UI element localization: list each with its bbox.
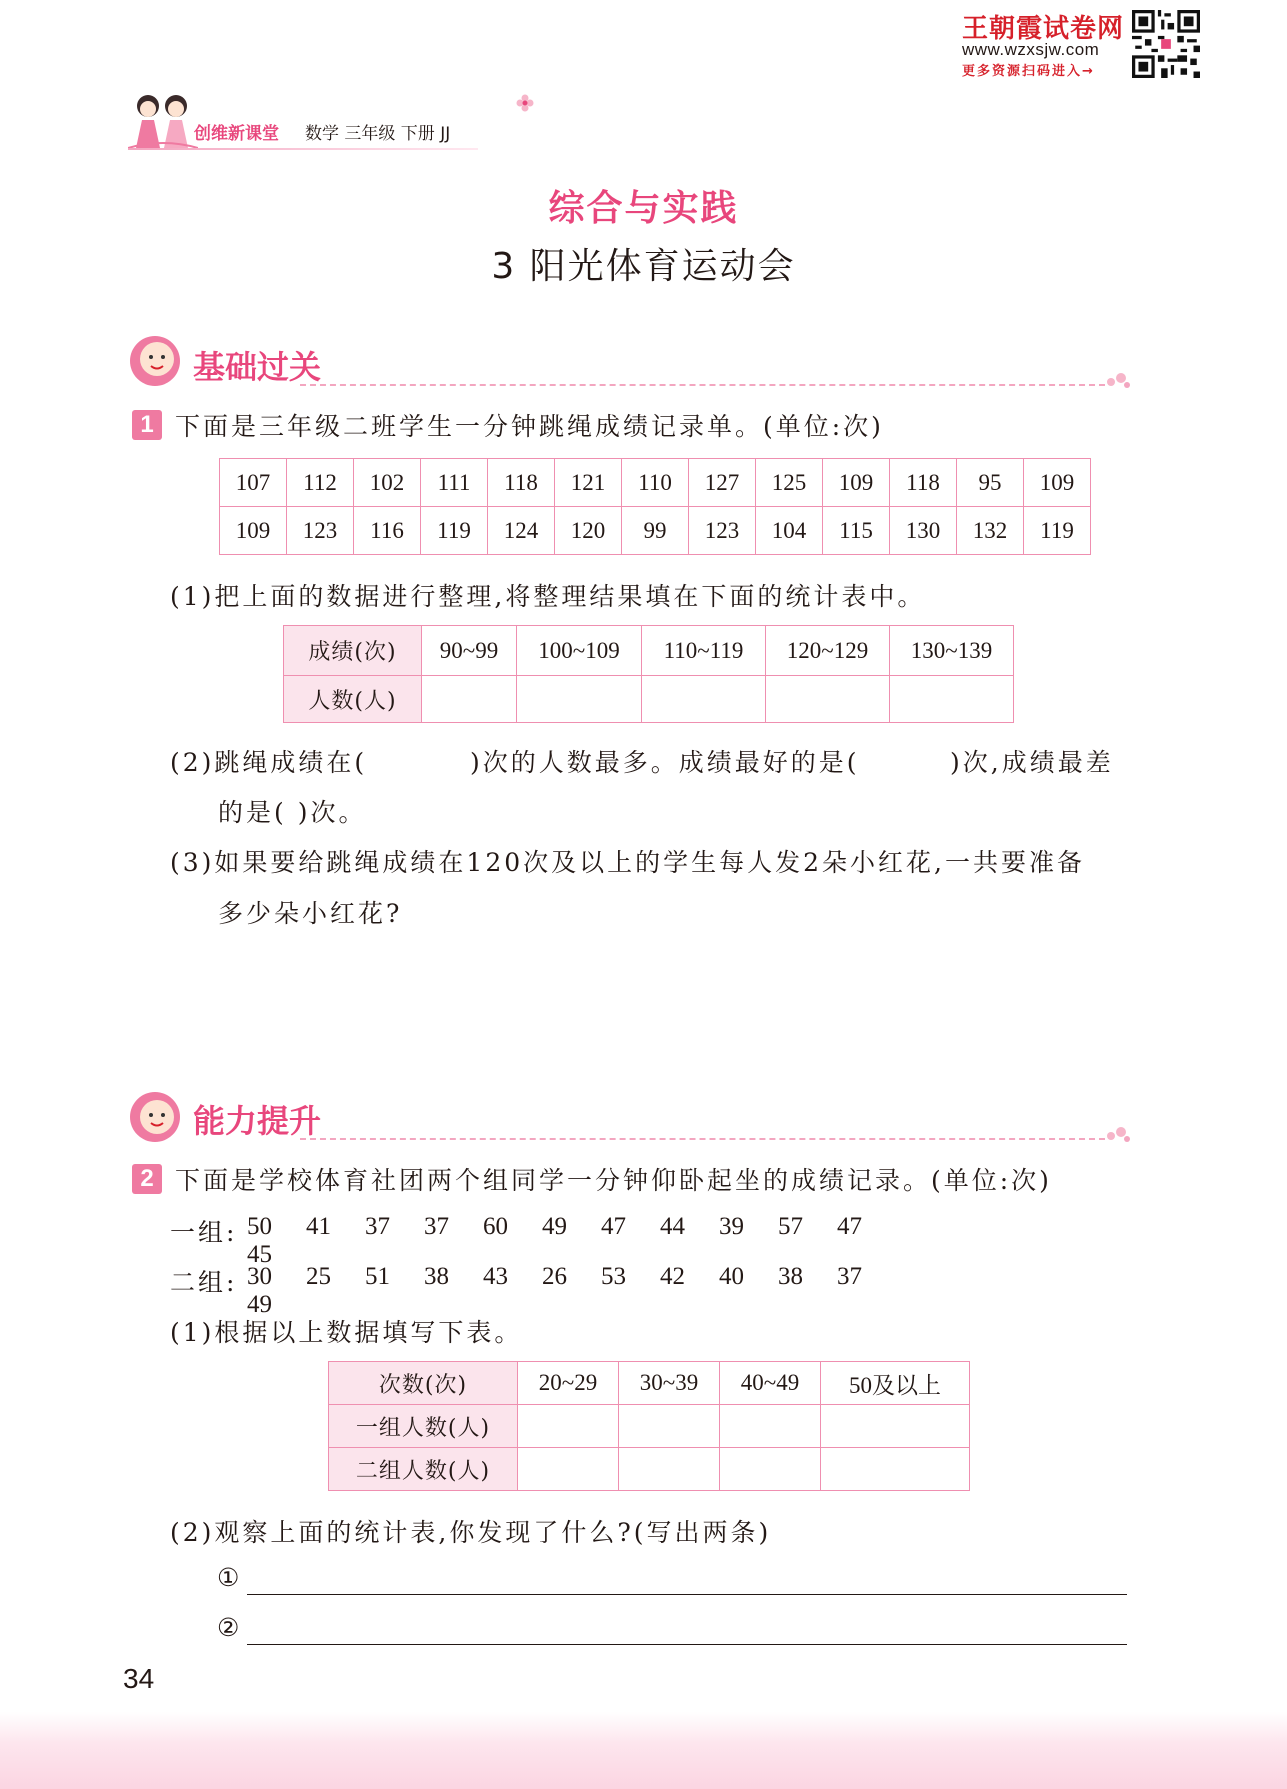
- data-cell: 95: [957, 459, 1024, 507]
- table-header-cell: 130~139: [890, 626, 1014, 676]
- table-header-cell: 40~49: [720, 1362, 821, 1405]
- mascot-icon: [128, 334, 186, 388]
- value-item: 49: [542, 1213, 567, 1240]
- answer-cell[interactable]: [642, 676, 766, 723]
- section-divider: [300, 384, 1105, 386]
- table-header-cell: 20~29: [518, 1362, 619, 1405]
- question-number-1: 1: [132, 410, 162, 440]
- answer-line-1[interactable]: [247, 1594, 1127, 1595]
- qr-code-icon[interactable]: [1132, 10, 1200, 78]
- brand-url[interactable]: www.wzxsjw.com: [962, 40, 1100, 59]
- group-2-label: 二组:: [170, 1268, 238, 1297]
- group-1-label: 一组:: [170, 1218, 238, 1247]
- table-header-cell: 110~119: [642, 626, 766, 676]
- answer-marker-2: ②: [217, 1613, 243, 1642]
- data-cell: 124: [488, 507, 555, 555]
- data-cell: 104: [756, 507, 823, 555]
- question-1-part-2-c: )次,成绩最差: [950, 748, 1114, 777]
- brand-name: 王朝霞试卷网: [962, 14, 1125, 44]
- dots-decoration-icon: [1105, 1124, 1131, 1144]
- question-1-stem: 下面是三年级二班学生一分钟跳绳成绩记录单。(单位:次): [175, 412, 884, 441]
- data-cell: 121: [555, 459, 622, 507]
- header-divider: [128, 148, 478, 150]
- value-item: 43: [483, 1263, 508, 1290]
- data-cell: 125: [756, 459, 823, 507]
- value-item: 49: [247, 1291, 272, 1318]
- value-item: 50: [247, 1213, 272, 1240]
- group-2-values: [247, 1263, 947, 1319]
- data-cell: 99: [622, 507, 689, 555]
- value-item: 38: [778, 1263, 803, 1290]
- data-cell: 112: [287, 459, 354, 507]
- answer-cell[interactable]: [518, 1448, 619, 1491]
- answer-marker-1: ①: [217, 1563, 243, 1592]
- kids-mascot-icon: [128, 90, 198, 152]
- answer-line-2[interactable]: [247, 1644, 1127, 1645]
- data-cell: 123: [689, 507, 756, 555]
- situp-frequency-table: [328, 1361, 970, 1491]
- table-header-cell: 90~99: [422, 626, 517, 676]
- question-1-part-1: (1)把上面的数据进行整理,将整理结果填在下面的统计表中。: [170, 582, 926, 611]
- data-cell: 116: [354, 507, 421, 555]
- answer-cell[interactable]: [766, 676, 890, 723]
- answer-cell[interactable]: [517, 676, 642, 723]
- data-cell: 119: [1024, 507, 1091, 555]
- mascot-icon: [128, 1090, 186, 1144]
- data-row: [220, 507, 1091, 555]
- value-item: 25: [306, 1263, 331, 1290]
- value-item: 30: [247, 1263, 272, 1290]
- data-cell: 111: [421, 459, 488, 507]
- question-2-part-2: (2)观察上面的统计表,你发现了什么?(写出两条): [170, 1518, 772, 1547]
- data-cell: 120: [555, 507, 622, 555]
- bottom-decoration-band: [0, 1712, 1287, 1789]
- value-item: 41: [306, 1213, 331, 1240]
- data-cell: 107: [220, 459, 287, 507]
- page-number: 34: [123, 1663, 155, 1694]
- data-cell: 123: [287, 507, 354, 555]
- question-1-part-2-line-2: 的是( )次。: [218, 798, 367, 827]
- data-cell: 109: [1024, 459, 1091, 507]
- score-frequency-table: [283, 625, 1014, 723]
- section-heading-basic: 基础过关: [193, 348, 322, 386]
- dots-decoration-icon: [1105, 370, 1131, 390]
- book-info: 数学 三年级 下册 JJ: [305, 124, 451, 144]
- answer-cell[interactable]: [720, 1405, 821, 1448]
- value-item: 38: [424, 1263, 449, 1290]
- value-item: 45: [247, 1241, 272, 1268]
- question-1-part-2-b: )次的人数最多。成绩最好的是(: [470, 748, 860, 777]
- question-2-stem: 下面是学校体育社团两个组同学一分钟仰卧起坐的成绩记录。(单位:次): [175, 1166, 1052, 1195]
- question-1-part-3: (3)如果要给跳绳成绩在120次及以上的学生每人发2朵小红花,一共要准备: [170, 848, 1085, 877]
- value-item: 26: [542, 1263, 567, 1290]
- data-cell: 118: [488, 459, 555, 507]
- table-header-cell: 50及以上: [821, 1362, 970, 1405]
- value-item: 57: [778, 1213, 803, 1240]
- table-row-label: 成绩(次): [284, 626, 422, 676]
- question-number-2: 2: [132, 1164, 162, 1194]
- brand-scan-text: 更多资源扫码进入→: [962, 64, 1095, 79]
- value-item: 39: [719, 1213, 744, 1240]
- answer-cell[interactable]: [821, 1405, 970, 1448]
- value-item: 37: [365, 1213, 390, 1240]
- lesson-title: 3 阳光体育运动会: [491, 246, 796, 287]
- value-item: 37: [837, 1263, 862, 1290]
- table-row-label: 次数(次): [329, 1362, 518, 1405]
- question-2-part-1: (1)根据以上数据填写下表。: [170, 1318, 523, 1347]
- answer-cell[interactable]: [619, 1405, 720, 1448]
- section-divider: [300, 1138, 1105, 1140]
- series-name: 创维新课堂: [194, 124, 279, 144]
- flower-decoration-icon: [516, 94, 534, 112]
- data-cell: 115: [823, 507, 890, 555]
- table-row-label: 人数(人): [284, 676, 422, 723]
- jump-rope-data-table: [219, 458, 1091, 555]
- data-cell: 118: [890, 459, 957, 507]
- answer-cell[interactable]: [821, 1448, 970, 1491]
- value-item: 40: [719, 1263, 744, 1290]
- answer-cell[interactable]: [720, 1448, 821, 1491]
- data-cell: 130: [890, 507, 957, 555]
- data-cell: 109: [823, 459, 890, 507]
- data-cell: 119: [421, 507, 488, 555]
- data-cell: 102: [354, 459, 421, 507]
- value-item: 51: [365, 1263, 390, 1290]
- value-item: 42: [660, 1263, 685, 1290]
- answer-cell[interactable]: [890, 676, 1014, 723]
- answer-cell[interactable]: [518, 1405, 619, 1448]
- value-item: 60: [483, 1213, 508, 1240]
- question-1-part-3-line-2: 多少朵小红花?: [218, 899, 403, 928]
- value-item: 44: [660, 1213, 685, 1240]
- table-row-label: 二组人数(人): [329, 1448, 518, 1491]
- answer-cell[interactable]: [422, 676, 517, 723]
- table-header-cell: 30~39: [619, 1362, 720, 1405]
- data-cell: 109: [220, 507, 287, 555]
- group-1-values: [247, 1213, 947, 1269]
- value-item: 47: [601, 1213, 626, 1240]
- data-cell: 110: [622, 459, 689, 507]
- table-header-cell: 100~109: [517, 626, 642, 676]
- value-item: 47: [837, 1213, 862, 1240]
- table-header-cell: 120~129: [766, 626, 890, 676]
- question-1-part-2-a: (2)跳绳成绩在(: [170, 748, 368, 777]
- category-title: 综合与实践: [548, 188, 739, 229]
- value-item: 37: [424, 1213, 449, 1240]
- data-cell: 132: [957, 507, 1024, 555]
- data-cell: 127: [689, 459, 756, 507]
- data-row: [220, 459, 1091, 507]
- answer-cell[interactable]: [619, 1448, 720, 1491]
- table-row-label: 一组人数(人): [329, 1405, 518, 1448]
- value-item: 53: [601, 1263, 626, 1290]
- section-heading-advanced: 能力提升: [193, 1102, 322, 1140]
